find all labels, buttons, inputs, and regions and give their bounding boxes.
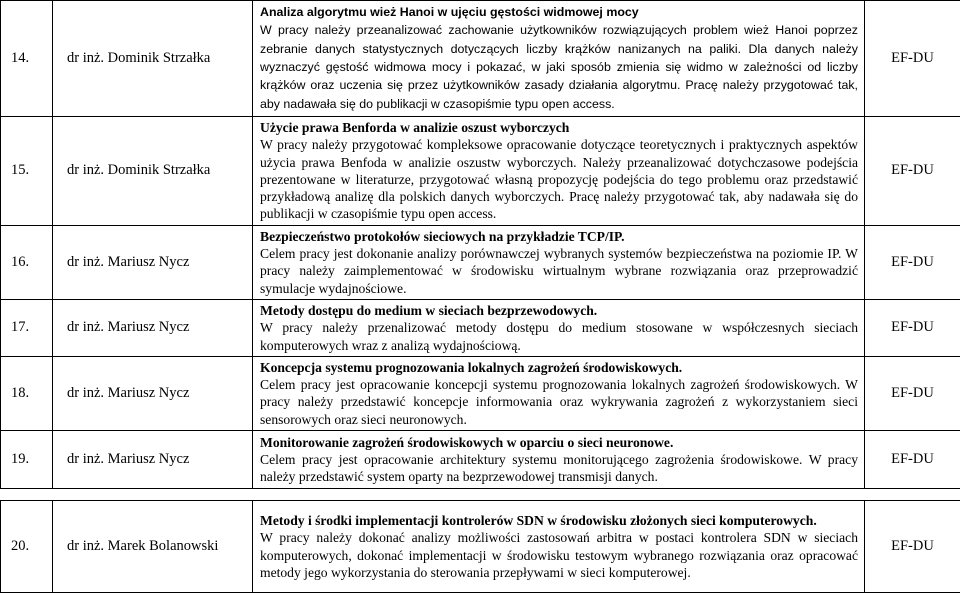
topic-description: W pracy należy przeanalizować zachowanie użytkowników rozwiązujących problem wież Hanoi poprzez zebranie danych statystycznych dotyczących liczby krążków nanizanych na paliki.	[260, 23, 858, 55]
row-number: 20.	[1, 501, 53, 593]
supervisor-name: dr inż. Dominik Strzałka	[53, 1, 253, 117]
topic-description: Należy przeanalizować dotychczasowe podejścia prezentowane w literaturze, przygotować własną propozycję podejścia do tego problemu oraz przedstawić przykładową analizę dla polskich danych wyborczych.	[260, 155, 858, 205]
row-number: 18.	[1, 356, 53, 430]
table-row	[1, 501, 960, 593]
program-code: EF-DU	[865, 225, 960, 299]
program-code: EF-DU	[865, 501, 960, 593]
supervisor-name: dr inż. Dominik Strzałka	[53, 117, 253, 226]
table-gap	[1, 489, 960, 501]
supervisor-name: dr inż. Marek Bolanowski	[53, 501, 253, 593]
row-number: 17.	[1, 299, 53, 356]
topic-title: Metody dostępu do medium w sieciach bezprzewodowych.	[260, 302, 858, 319]
gap-cell	[1, 489, 960, 501]
table-row	[1, 225, 960, 299]
program-code: EF-DU	[865, 431, 960, 489]
topic-description: W pracy należy przenalizować metody dostępu do medium stosowane w współczesnych sieciach komputerowych wraz z analizą wydajnościową.	[260, 320, 858, 352]
table-row	[1, 117, 960, 226]
supervisor-name: dr inż. Mariusz Nycz	[53, 299, 253, 356]
row-number: 14.	[1, 1, 53, 117]
table-row	[1, 299, 960, 356]
topic-description: Celem pracy jest dokonanie analizy porównawczej wybranych systemów bezpieczeństwa na poziomie IP.	[260, 246, 841, 261]
topic-title: Bezpieczeństwo protokołów sieciowych na przykładzie TCP/IP.	[260, 228, 858, 245]
topic-title: Analiza algorytmu wież Hanoi w ujęciu gęstości widmowej mocy	[260, 4, 858, 21]
table-row	[1, 431, 960, 489]
topic-title: Metody i środki implementacji kontrolerów SDN w środowisku złożonych sieci komputerowych.	[260, 512, 858, 529]
supervisor-name: dr inż. Mariusz Nycz	[53, 225, 253, 299]
program-code: EF-DU	[865, 1, 960, 117]
topic-description: Dla danych należy wyznaczyć gęstość widmowa mocy i pokazać, w jaki sposób zmienia się widmo w zależności od liczby krążków oraz uczenia się przez użytkowników zasady działania algorytmu.	[260, 42, 858, 93]
table-row	[1, 1, 960, 117]
topic-cell	[253, 501, 865, 593]
topic-description: W pracy należy zaimplementować w środowisku wirtualnym wybrane rozwiązania oraz przeprowadzić symulacje wydajnościowe.	[260, 246, 858, 296]
topic-description: Pracę należy przygotować tak, aby nadawała się do publikacji w czasopiśmie typu open access.	[260, 78, 858, 110]
topic-title: Koncepcja systemu prognozowania lokalnych zagrożeń środowiskowych.	[260, 359, 858, 376]
row-number: 19.	[1, 431, 53, 489]
program-code: EF-DU	[865, 299, 960, 356]
row-number: 16.	[1, 225, 53, 299]
topic-description: W pracy należy dokonać analizy możliwości zastosowań arbitra w postaci kontrolera SDN w sieciach komputerowych, dokonać implementacji w środowisku testowym wybranego rozwiązania oraz opracować metody jego wykorzystania do sterowania przepływami w sieci komputerowej.	[260, 530, 858, 580]
topic-title: Monitorowanie zagrożeń środowiskowych w oparciu o sieci neuronowe.	[260, 434, 858, 451]
topic-cell	[253, 299, 865, 356]
topic-title: Użycie prawa Benforda w analizie oszust wyborczych	[260, 119, 858, 136]
topic-description: Celem pracy jest opracowanie koncepcji systemu prognozowania lokalnych zagrożeń środowiskowych.	[260, 377, 840, 392]
topic-description: W pracy należy przedstawić system oparty na bezprzewodowej transmisji danych.	[260, 452, 858, 484]
program-code: EF-DU	[865, 356, 960, 430]
topic-description: W pracy należy przedstawić koncepcje informowania oraz wykrywania zagrożeń z wykorzystaniem sieci sensorowych oraz sieci neuronowych.	[260, 377, 858, 427]
table-row	[1, 356, 960, 430]
topic-description: W pracy należy przygotować kompleksowe opracowanie dotyczące teoretycznych i praktycznych aspektów użycia prawa Benfoda w analizie oszustw wyborczych.	[260, 137, 858, 169]
topic-cell	[253, 1, 865, 117]
topic-cell	[253, 225, 865, 299]
topic-description: Celem pracy jest opracowanie architektury systemu monitorującego zagrożenia środowiskowe.	[260, 452, 802, 467]
topic-cell	[253, 356, 865, 430]
program-code: EF-DU	[865, 117, 960, 226]
topic-cell	[253, 431, 865, 489]
supervisor-name: dr inż. Mariusz Nycz	[53, 356, 253, 430]
row-number: 15.	[1, 117, 53, 226]
topic-description: Pracę należy przygotować tak, aby nadawała się do publikacji w czasopiśmie typu open access.	[260, 189, 858, 221]
topic-cell	[253, 117, 865, 226]
supervisor-name: dr inż. Mariusz Nycz	[53, 431, 253, 489]
